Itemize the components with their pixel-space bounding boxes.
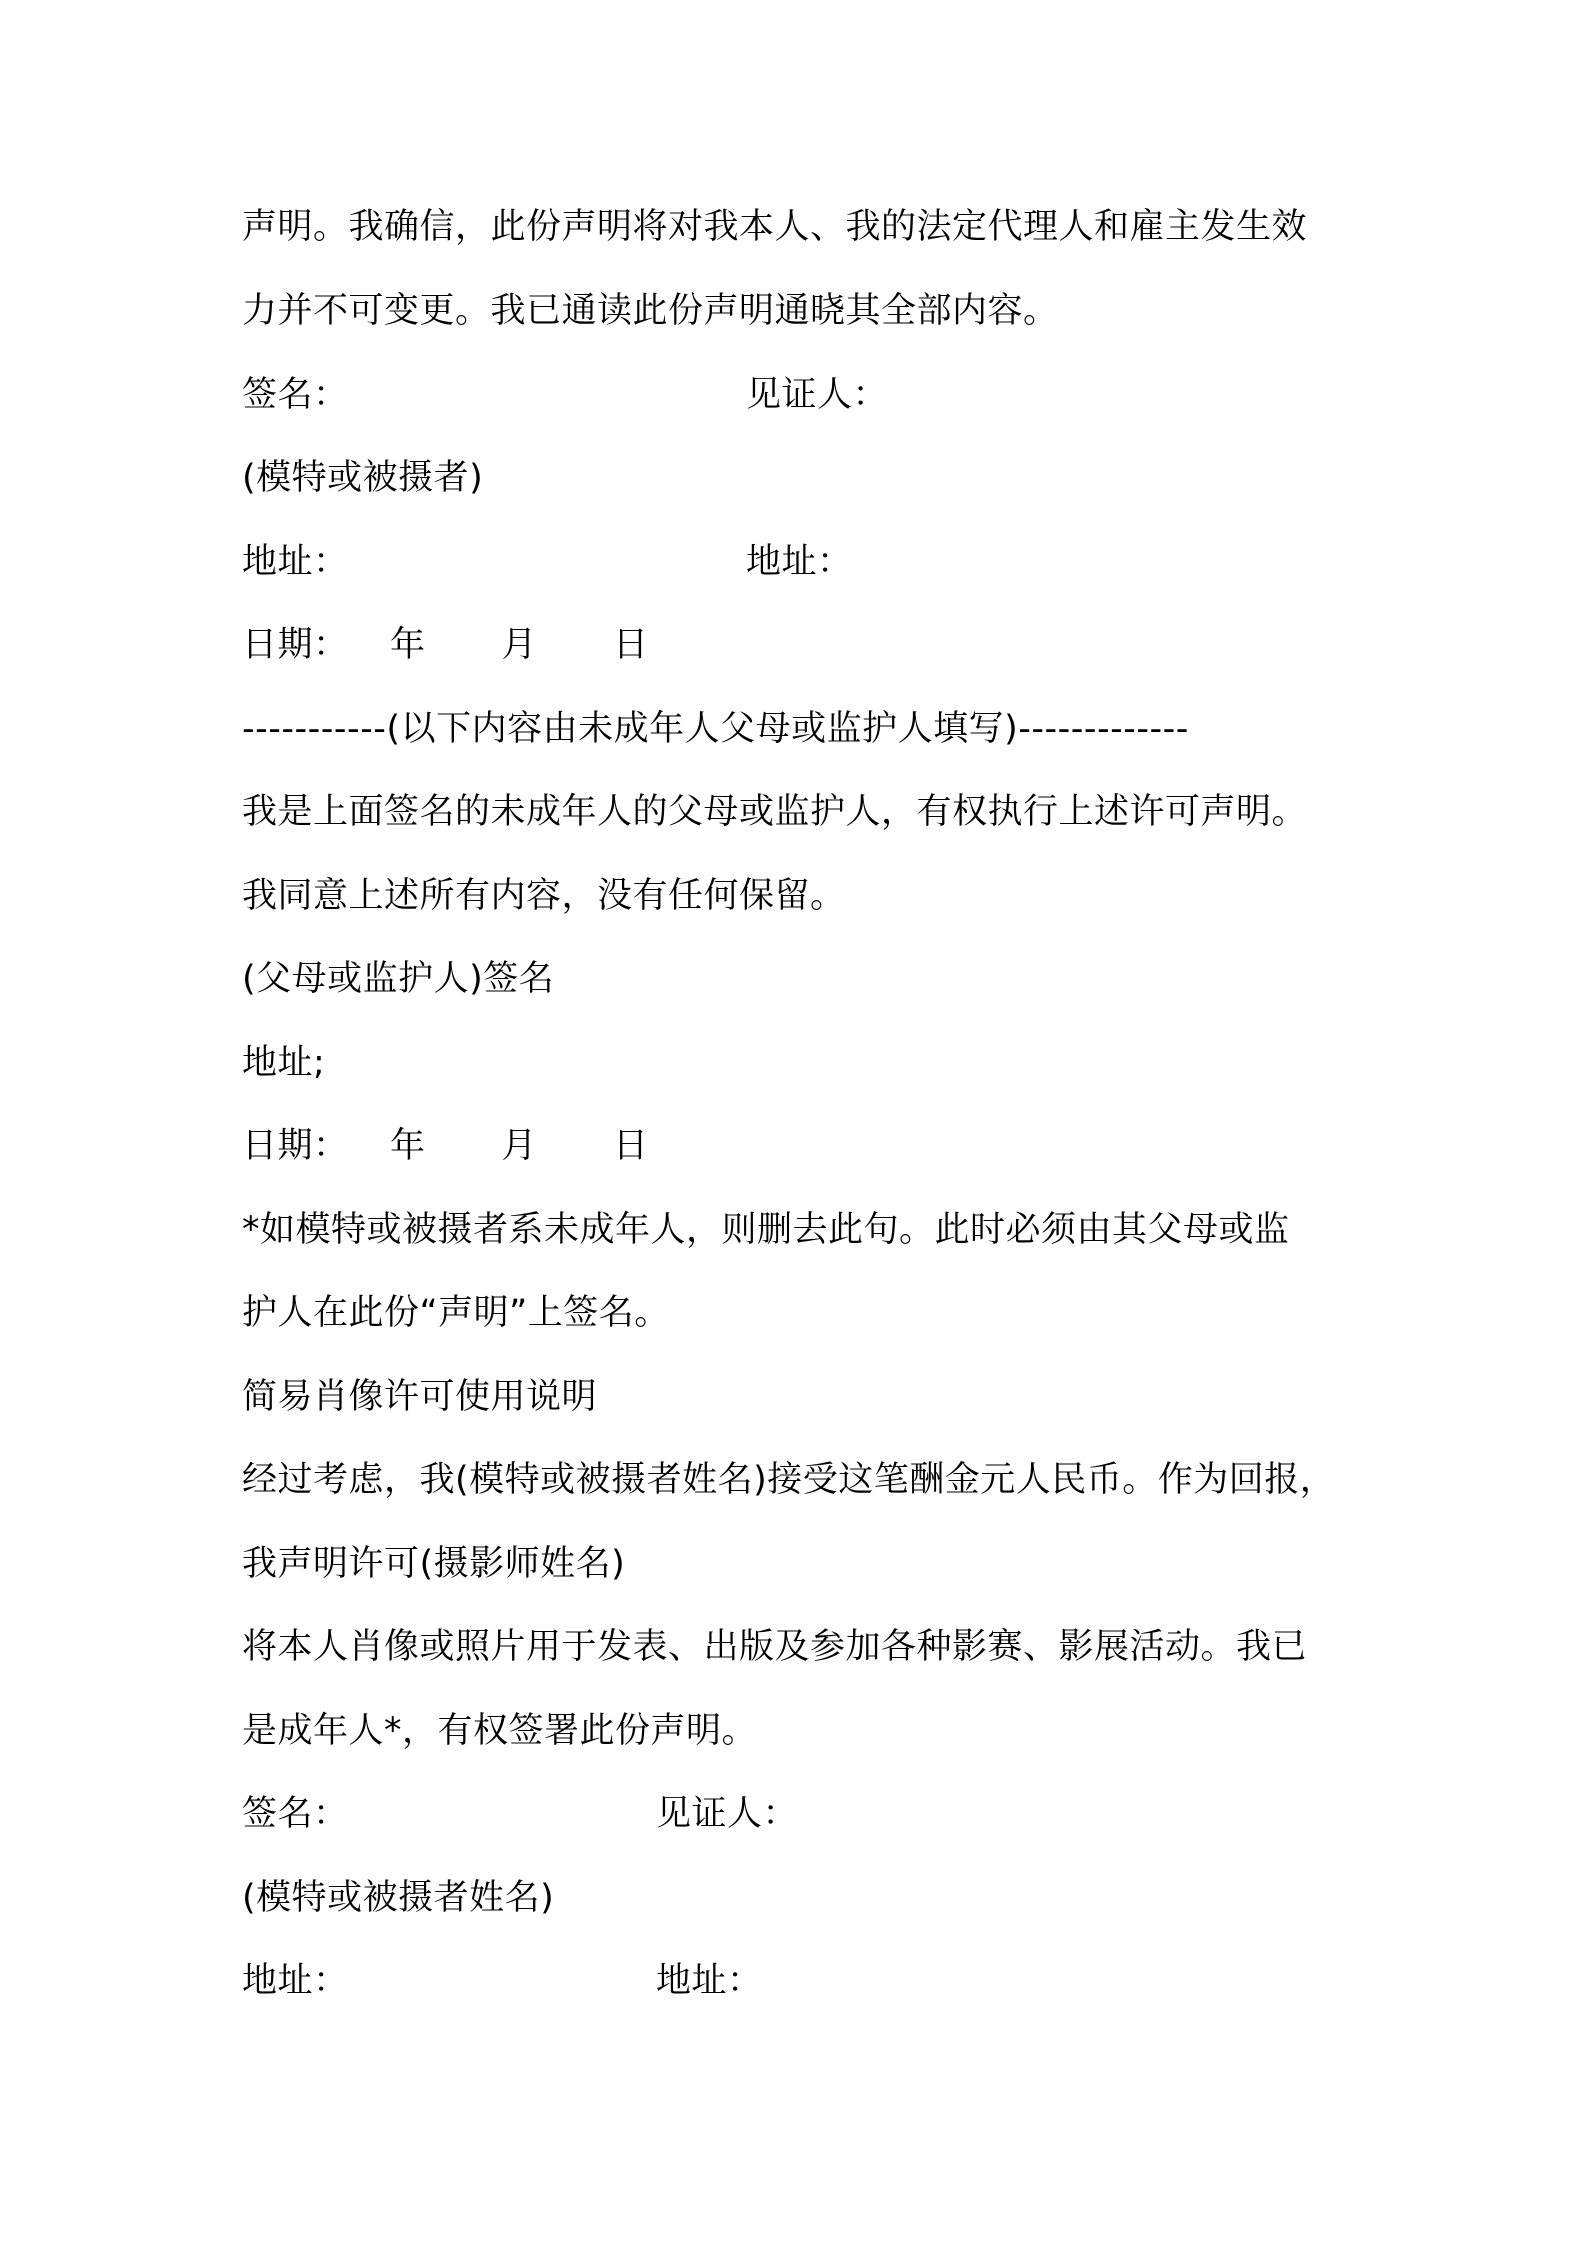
- date-row: [242, 623, 649, 667]
- footnote-line-1: *如模特或被摄者系未成年人，则删去此句。此时必须由其父母或监: [242, 1210, 1290, 1250]
- date-month: 月: [501, 625, 538, 665]
- guardian-signature-label: (父母或监护人)签名: [242, 959, 555, 999]
- release-address-label-left: 地址：: [242, 1961, 349, 2001]
- guardian-date-year: 年: [390, 1126, 426, 1166]
- guardian-text-line-2: 我同意上述所有内容，没有任何保留。: [242, 876, 846, 916]
- statement-text-line-2: 力并不可变更。我已通读此份声明通晓其全部内容。: [242, 291, 1059, 331]
- address-label-left: 地址：: [242, 542, 349, 582]
- date-year: 年: [390, 625, 426, 665]
- guardian-section-divider: -----------(以下内容由未成年人父母或监护人填写)-------------: [242, 709, 1189, 749]
- guardian-address-label: 地址;: [242, 1043, 326, 1083]
- signature-label: 签名：: [242, 375, 349, 415]
- guardian-date-day: 日: [613, 1126, 649, 1166]
- guardian-date-month: 月: [501, 1126, 538, 1166]
- guardian-date-label: 日期：: [242, 1126, 349, 1166]
- release-witness-label: 见证人：: [656, 1794, 799, 1834]
- release-text-line-2: 我声明许可(摄影师姓名): [242, 1544, 626, 1584]
- guardian-date-row: [242, 1124, 649, 1168]
- guardian-text-line-1: 我是上面签名的未成年人的父母或监护人，有权执行上述许可声明。: [242, 792, 1308, 832]
- footnote-line-2: 护人在此份“声明”上签名。: [242, 1293, 670, 1333]
- date-label: 日期：: [242, 625, 349, 665]
- release-text-line-1: 经过考虑，我(模特或被摄者姓名)接受这笔酬金元人民币。作为回报，: [242, 1460, 1336, 1500]
- witness-label: 见证人：: [746, 375, 889, 415]
- release-address-label-right: 地址：: [656, 1961, 763, 2001]
- address-label-right: 地址：: [746, 542, 853, 582]
- statement-text-line-1: 声明。我确信，此份声明将对我本人、我的法定代理人和雇主发生效: [242, 207, 1308, 247]
- model-note: (模特或被摄者): [242, 458, 484, 498]
- release-model-note: (模特或被摄者姓名): [242, 1878, 555, 1918]
- simple-release-title: 简易肖像许可使用说明: [242, 1377, 598, 1417]
- release-signature-label: 签名：: [242, 1794, 349, 1834]
- release-text-line-4: 是成年人*，有权签署此份声明。: [242, 1711, 758, 1751]
- release-text-line-3: 将本人肖像或照片用于发表、出版及参加各种影赛、影展活动。我已: [242, 1627, 1308, 1667]
- date-day: 日: [613, 625, 649, 665]
